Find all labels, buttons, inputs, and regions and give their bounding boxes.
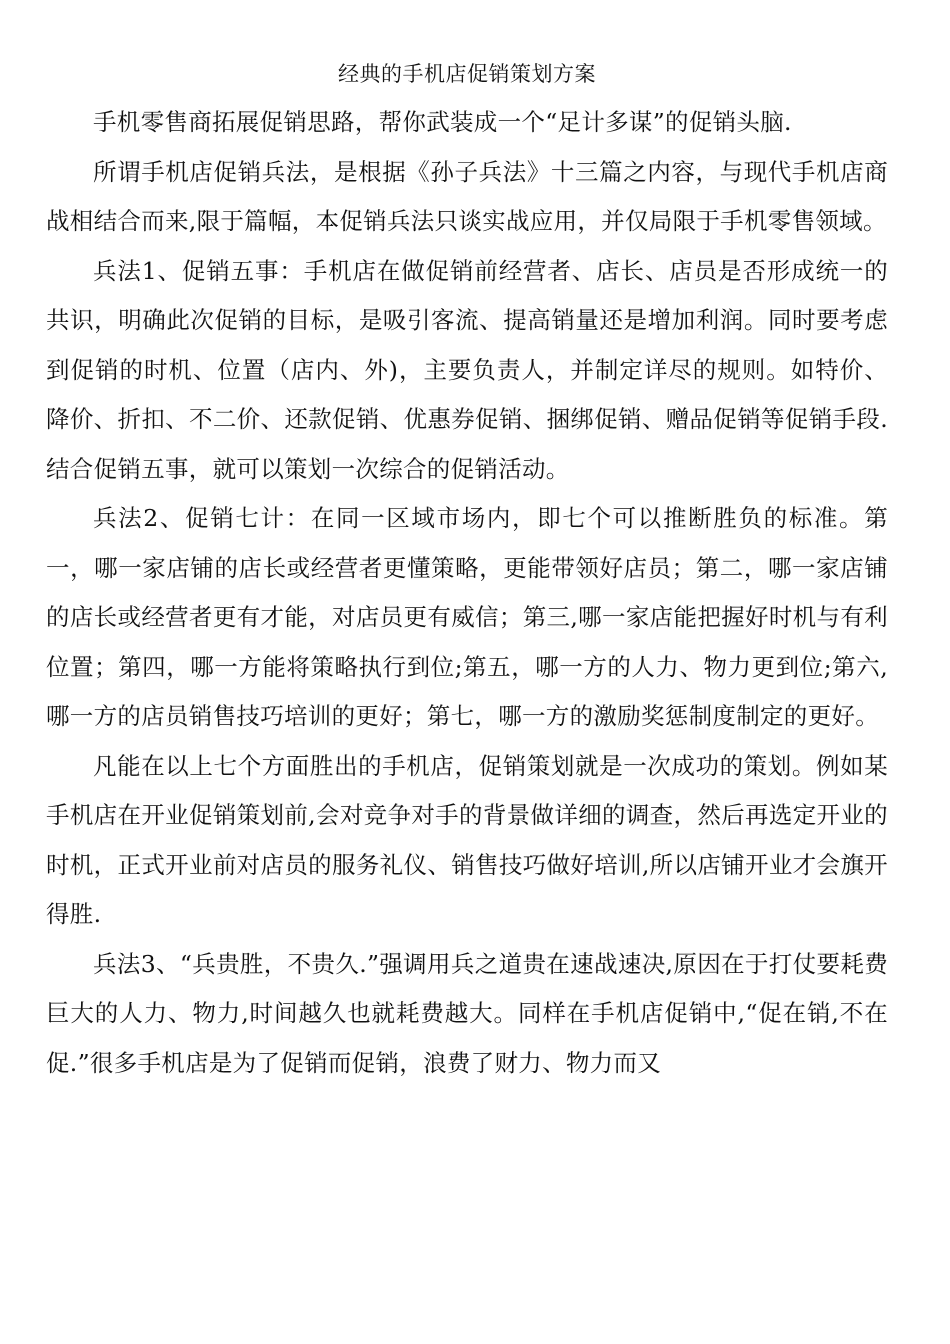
- paragraph-strategy-2: 兵法2、促销七计：在同一区域市场内，即七个可以推断胜负的标准。第一，哪一家店铺的店长或经营者更懂策略，更能带领好店员；第二，哪一家店铺的店长或经营者更有才能，对店员更有威信；第三,哪一家店能把握好时机与有利位置；第四，哪一方能将策略执行到位;第五，哪一方的人力、物力更到位;第六,哪一方的店员销售技巧培训的更好；第七，哪一方的激励奖惩制度制定的更好。: [46, 504, 888, 730]
- paragraph-strategy-3: 兵法3、“兵贵胜，不贵久.”强调用兵之道贵在速战速决,原因在于打仗要耗费巨大的人力、物力,时间越久也就耗费越大。同样在手机店促销中,“促在销,不在促.”很多手机店是为了促销而促销，浪费了财力、物力而又: [46, 949, 888, 1077]
- document-page: [46, 58, 888, 1088]
- paragraph-example: 凡能在以上七个方面胜出的手机店，促销策划就是一次成功的策划。例如某手机店在开业促销策划前,会对竞争对手的背景做详细的调查，然后再选定开业的时机，正式开业前对店员的服务礼仪、销售技巧做好培训,所以店铺开业才会旗开得胜.: [46, 751, 888, 928]
- paragraph-definition: 所谓手机店促销兵法，是根据《孙子兵法》十三篇之内容，与现代手机店商战相结合而来,限于篇幅，本促销兵法只谈实战应用，并仅局限于手机零售领域。: [46, 157, 888, 235]
- document-title: 经典的手机店促销策划方案: [338, 62, 596, 86]
- paragraph-intro: 手机零售商拓展促销思路，帮你武装成一个“足计多谋”的促销头脑.: [93, 108, 792, 136]
- paragraph-strategy-1: 兵法1、促销五事：手机店在做促销前经营者、店长、店员是否形成统一的共识，明确此次促销的目标，是吸引客流、提高销量还是增加利润。同时要考虑到促销的时机、位置（店内、外)，主要负责人，并制定详尽的规则。如特价、降价、折扣、不二价、还款促销、优惠券促销、捆绑促销、赠品促销等促销手段.结合促销五事，就可以策划一次综合的促销活动。: [46, 256, 888, 483]
